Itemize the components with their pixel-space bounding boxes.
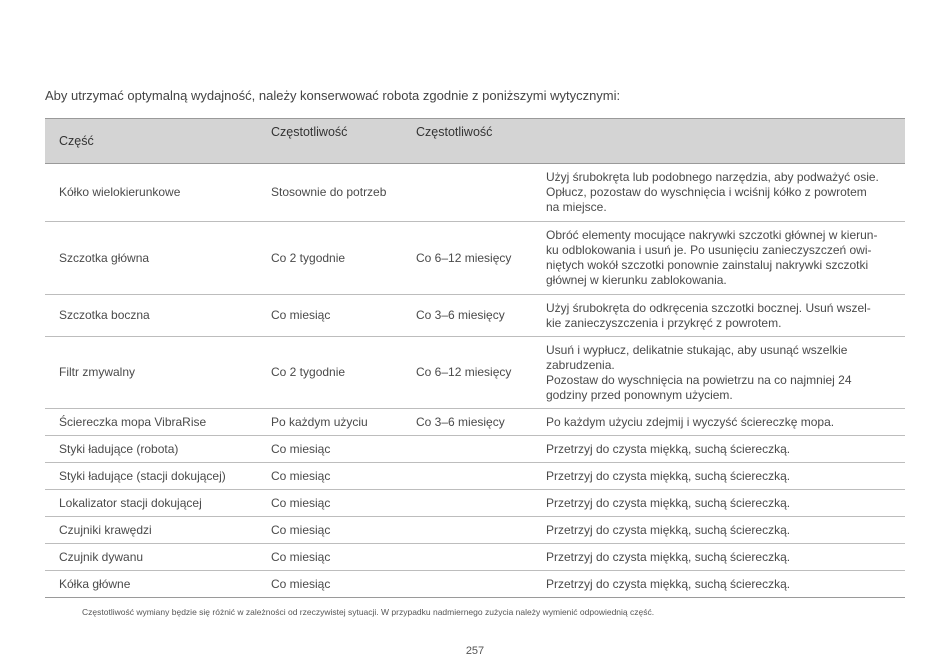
description-cell [535,517,905,544]
description-line: Przetrzyj do czysta miękką, suchą ściereczką. [546,522,791,537]
intro-text: Aby utrzymać optymalną wydajność, należy konserwować robota zgodnie z poniższymi wytycznymi: [45,88,621,103]
table-row [45,409,905,436]
part-cell: Styki ładujące (robota) [45,436,257,463]
frequency-clean-cell: Co miesiąc [257,571,402,598]
table-row [45,222,905,295]
frequency-replace-cell: Co 3–6 miesięcy [402,409,535,436]
header-part-label: Część [59,134,94,148]
frequency-replace-cell [402,164,535,222]
frequency-replace-cell: Co 3–6 miesięcy [402,295,535,337]
description-cell [535,409,905,436]
description-cell [535,222,905,295]
header-part [45,119,257,164]
description-line: Przetrzyj do czysta miękką, suchą ściereczką. [546,441,791,456]
frequency-clean-cell: Co miesiąc [257,463,402,490]
description-line: zabrudzenia. [546,357,615,372]
frequency-clean-cell: Stosownie do potrzeb [257,164,402,222]
frequency-replace-cell [402,544,535,571]
description-cell [535,295,905,337]
header-frequency-replace-label: Częstotliwość [416,125,493,139]
description-line: godziny przed ponownym użyciem. [546,387,733,402]
frequency-replace-cell [402,463,535,490]
description-line: Opłucz, pozostaw do wyschnięcia i wciśnij kółko z powrotem [546,185,867,199]
part-cell: Filtr zmywalny [45,337,257,409]
description-line: na miejsce. [546,200,607,214]
table-header-row [45,119,905,164]
page-number: 257 [465,645,485,657]
description-line: Usuń i wypłucz, delikatnie stukając, aby usunąć wszelkie [546,342,848,357]
frequency-replace-cell: Co 6–12 miesięcy [402,337,535,409]
table-row [45,337,905,409]
frequency-clean-cell: Co miesiąc [257,436,402,463]
frequency-replace-cell [402,490,535,517]
part-cell: Styki ładujące (stacji dokującej) [45,463,257,490]
description-line: Przetrzyj do czysta miękką, suchą ściereczką. [546,576,791,591]
frequency-clean-cell: Co 2 tygodnie [257,337,402,409]
part-cell: Czujnik dywanu [45,544,257,571]
frequency-clean-cell: Co miesiąc [257,490,402,517]
description-cell [535,164,905,222]
table-row [45,164,905,222]
description-line: Po każdym użyciu zdejmij i wyczyść ściereczkę mopa. [546,414,835,429]
table-body [45,164,905,598]
description-line: głównej w kierunku zablokowania. [546,273,727,287]
description-line: Przetrzyj do czysta miękką, suchą ściereczką. [546,549,791,564]
description-line: kie zanieczyszczenia i przykręć z powrotem. [546,315,782,330]
table-row [45,544,905,571]
frequency-clean-cell: Co miesiąc [257,544,402,571]
part-cell: Lokalizator stacji dokującej [45,490,257,517]
description-cell [535,571,905,598]
part-cell: Kółka główne [45,571,257,598]
frequency-clean-cell: Co miesiąc [257,295,402,337]
frequency-clean-cell: Po każdym użyciu [257,409,402,436]
description-line: Użyj śrubokręta do odkręcenia szczotki bocznej. Usuń wszel- [546,300,871,315]
frequency-replace-cell [402,571,535,598]
description-line: ku odblokowania i usuń je. Po usunięciu zanieczyszczeń owi- [546,243,872,257]
table-row [45,517,905,544]
description-cell [535,463,905,490]
table-row [45,571,905,598]
frequency-replace-cell: Co 6–12 miesięcy [402,222,535,295]
header-frequency-clean-label: Częstotliwość [271,125,348,139]
part-cell: Ściereczka mopa VibraRise [45,409,257,436]
description-line: niętych wokół szczotki ponownie zainstaluj nakrywki szczotki [546,258,869,272]
part-cell: Czujniki krawędzi [45,517,257,544]
header-frequency-clean [257,119,402,164]
description-cell [535,544,905,571]
description-cell [535,490,905,517]
table-row [45,463,905,490]
frequency-replace-cell [402,517,535,544]
table-row [45,295,905,337]
description-cell [535,337,905,409]
part-cell: Kółko wielokierunkowe [45,164,257,222]
description-cell [535,436,905,463]
table-row [45,436,905,463]
description-line: Przetrzyj do czysta miękką, suchą ściereczką. [546,495,791,510]
header-frequency-replace [402,119,535,164]
table-row [45,490,905,517]
frequency-clean-cell: Co miesiąc [257,517,402,544]
frequency-replace-cell [402,436,535,463]
maintenance-table [45,118,905,598]
footnote: Częstotliwość wymiany będzie się różnić w zależności od rzeczywistej sytuacji. W przypadku nadmiernego zużycia należy wymienić odpowiednią część. [82,607,655,617]
description-line: Przetrzyj do czysta miękką, suchą ściereczką. [546,468,791,483]
part-cell: Szczotka główna [45,222,257,295]
description-line: Obróć elementy mocujące nakrywki szczotki głównej w kierun- [546,228,878,242]
description-line: Użyj śrubokręta lub podobnego narzędzia, aby podważyć osie. [546,170,879,184]
frequency-clean-cell: Co 2 tygodnie [257,222,402,295]
part-cell: Szczotka boczna [45,295,257,337]
header-description [535,119,905,164]
description-line: Pozostaw do wyschnięcia na powietrzu na co najmniej 24 [546,372,852,387]
